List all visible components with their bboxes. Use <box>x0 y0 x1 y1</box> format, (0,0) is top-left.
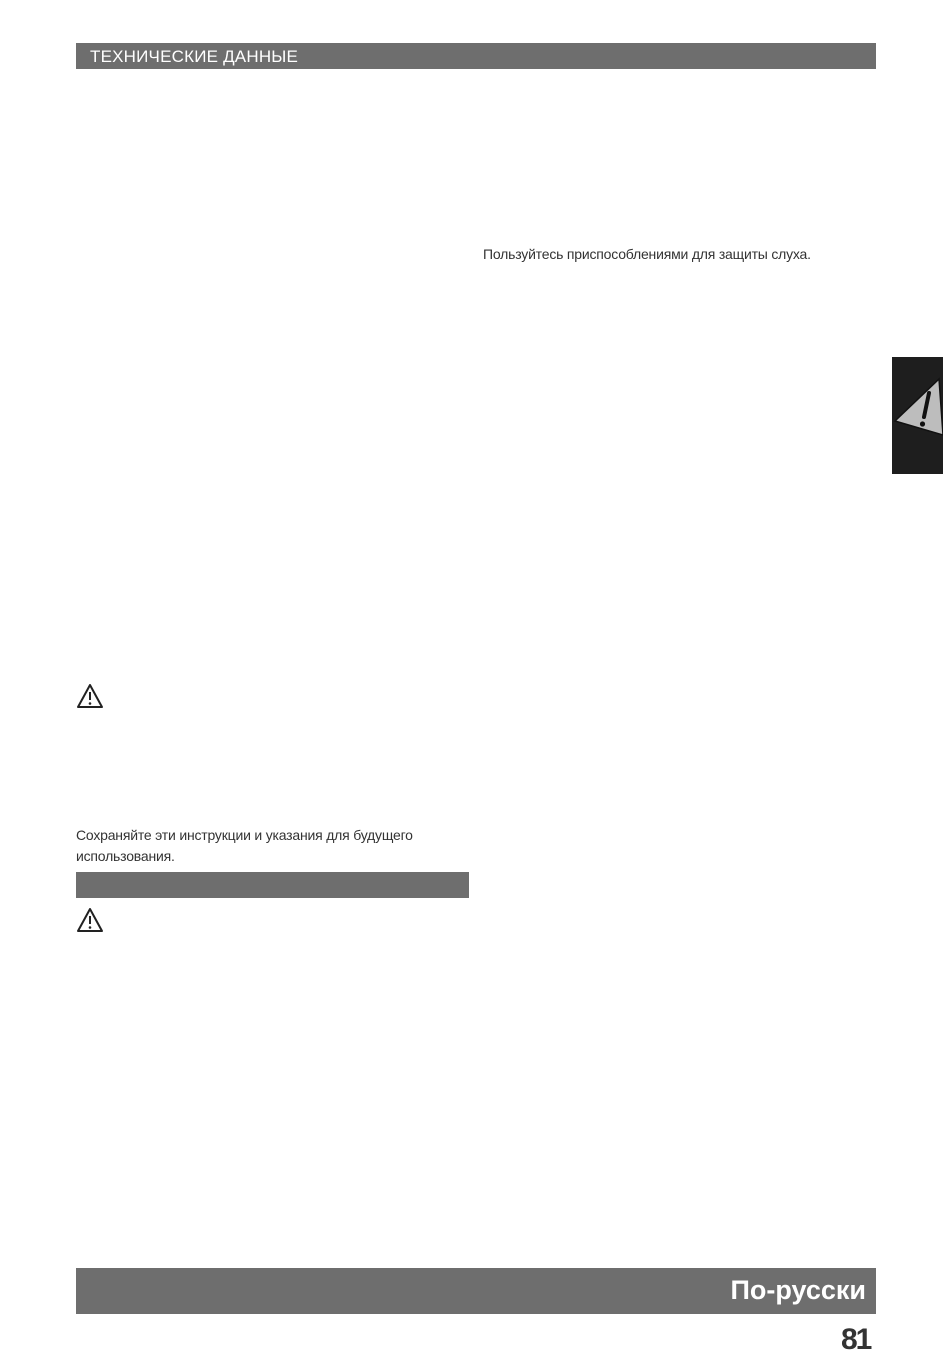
section-header-bar <box>76 43 876 69</box>
section-title: ТЕХНИЧЕСКИЕ ДАННЫЕ <box>90 47 299 66</box>
section-divider-bar <box>76 872 469 898</box>
warning-icon <box>76 907 104 933</box>
save-instructions-note: Сохраняйте эти инструкции и указания для будущего использования. <box>76 827 413 864</box>
hearing-protection-note: Пользуйтесь приспособлениями для защиты слуха. <box>483 246 811 262</box>
page-number: 81 <box>841 1323 871 1356</box>
safety-side-tab <box>892 357 943 474</box>
language-footer-bar <box>76 1268 876 1314</box>
exclamation-tab-icon <box>892 357 943 474</box>
warning-icon <box>76 683 104 709</box>
language-label: По-русски <box>730 1275 866 1305</box>
